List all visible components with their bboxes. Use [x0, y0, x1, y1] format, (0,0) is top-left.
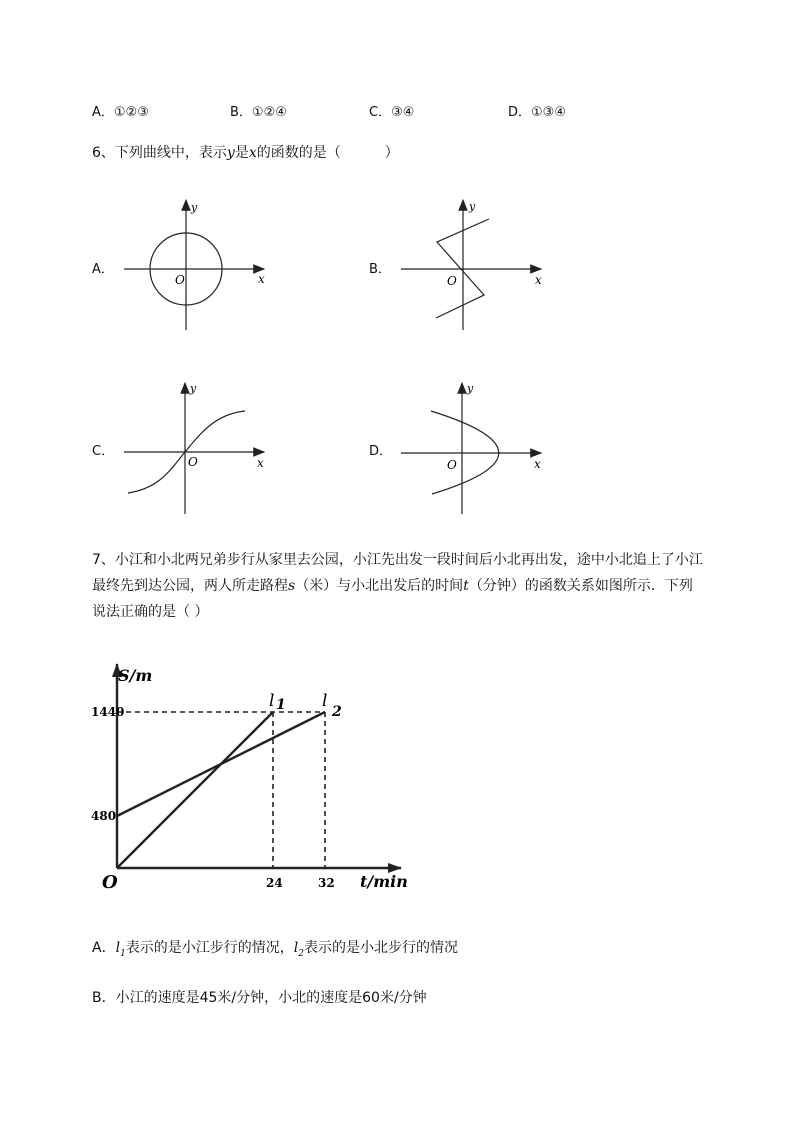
q7-stem-line1: 7、小江和小北两兄弟步行从家里去公园，小江先出发一段时间后小北再出发，途中小北追上了小江: [92, 552, 703, 568]
chart-x-axis-label: t/min: [360, 872, 408, 891]
series-l2-subscript: 2: [332, 704, 342, 720]
series-l1-letter: l: [269, 691, 275, 711]
y-axis-label: y: [191, 201, 198, 214]
q6-option-a-label: A．: [92, 262, 114, 277]
q5-option-a: A．①②③: [92, 105, 149, 120]
q7-option-a: A．$l_1$表示的是小江步行的情况，$l_2$表示的是小北步行的情况: [92, 940, 459, 959]
q6-option-b-label: B．: [369, 262, 391, 277]
q6-stem: 6、下列曲线中，表示y是x的函数的是（ ）: [92, 145, 399, 161]
chart-origin-label: O: [102, 872, 118, 893]
origin-label: O: [447, 274, 457, 288]
x-tick-label-0: 24: [266, 876, 283, 890]
y-axis-label: y: [467, 382, 474, 395]
q5-option-b: B．①②④: [230, 105, 287, 120]
x-axis-label: x: [257, 456, 264, 470]
y-tick-label-0: 1440: [91, 705, 125, 719]
q7-stem-line2: 最终先到达公园，两人所走路程s（米）与小北出发后的时间t（分钟）的函数关系如图所示．下列: [92, 578, 693, 594]
q6-option-d-label: D．: [369, 444, 393, 459]
y-axis-label: y: [190, 382, 197, 395]
origin-label: O: [447, 458, 457, 472]
q6-option-c-label: C．: [92, 444, 115, 459]
y-tick-label-1: 480: [91, 809, 117, 823]
x-axis-label: x: [258, 272, 265, 286]
chart-y-axis-label: S/m: [118, 666, 153, 685]
x-axis-label: x: [535, 273, 542, 287]
q5-option-c: C．③④: [369, 105, 415, 120]
x-tick-label-1: 32: [318, 876, 335, 890]
series-l2-letter: l: [322, 691, 328, 711]
origin-label: O: [175, 273, 185, 287]
q5-option-d: D．①③④: [508, 105, 566, 120]
x-axis-label: x: [534, 457, 541, 471]
origin-label: O: [188, 455, 198, 469]
series-line-l1: [117, 712, 273, 868]
series-line-l2: [117, 712, 325, 816]
series-l1-subscript: 1: [276, 697, 286, 713]
q7-option-b: B．小江的速度是45米/分钟，小北的速度是60米/分钟: [92, 990, 427, 1006]
y-axis-label: y: [469, 200, 476, 213]
q7-stem-line3: 说法正确的是（ ）: [92, 604, 209, 620]
